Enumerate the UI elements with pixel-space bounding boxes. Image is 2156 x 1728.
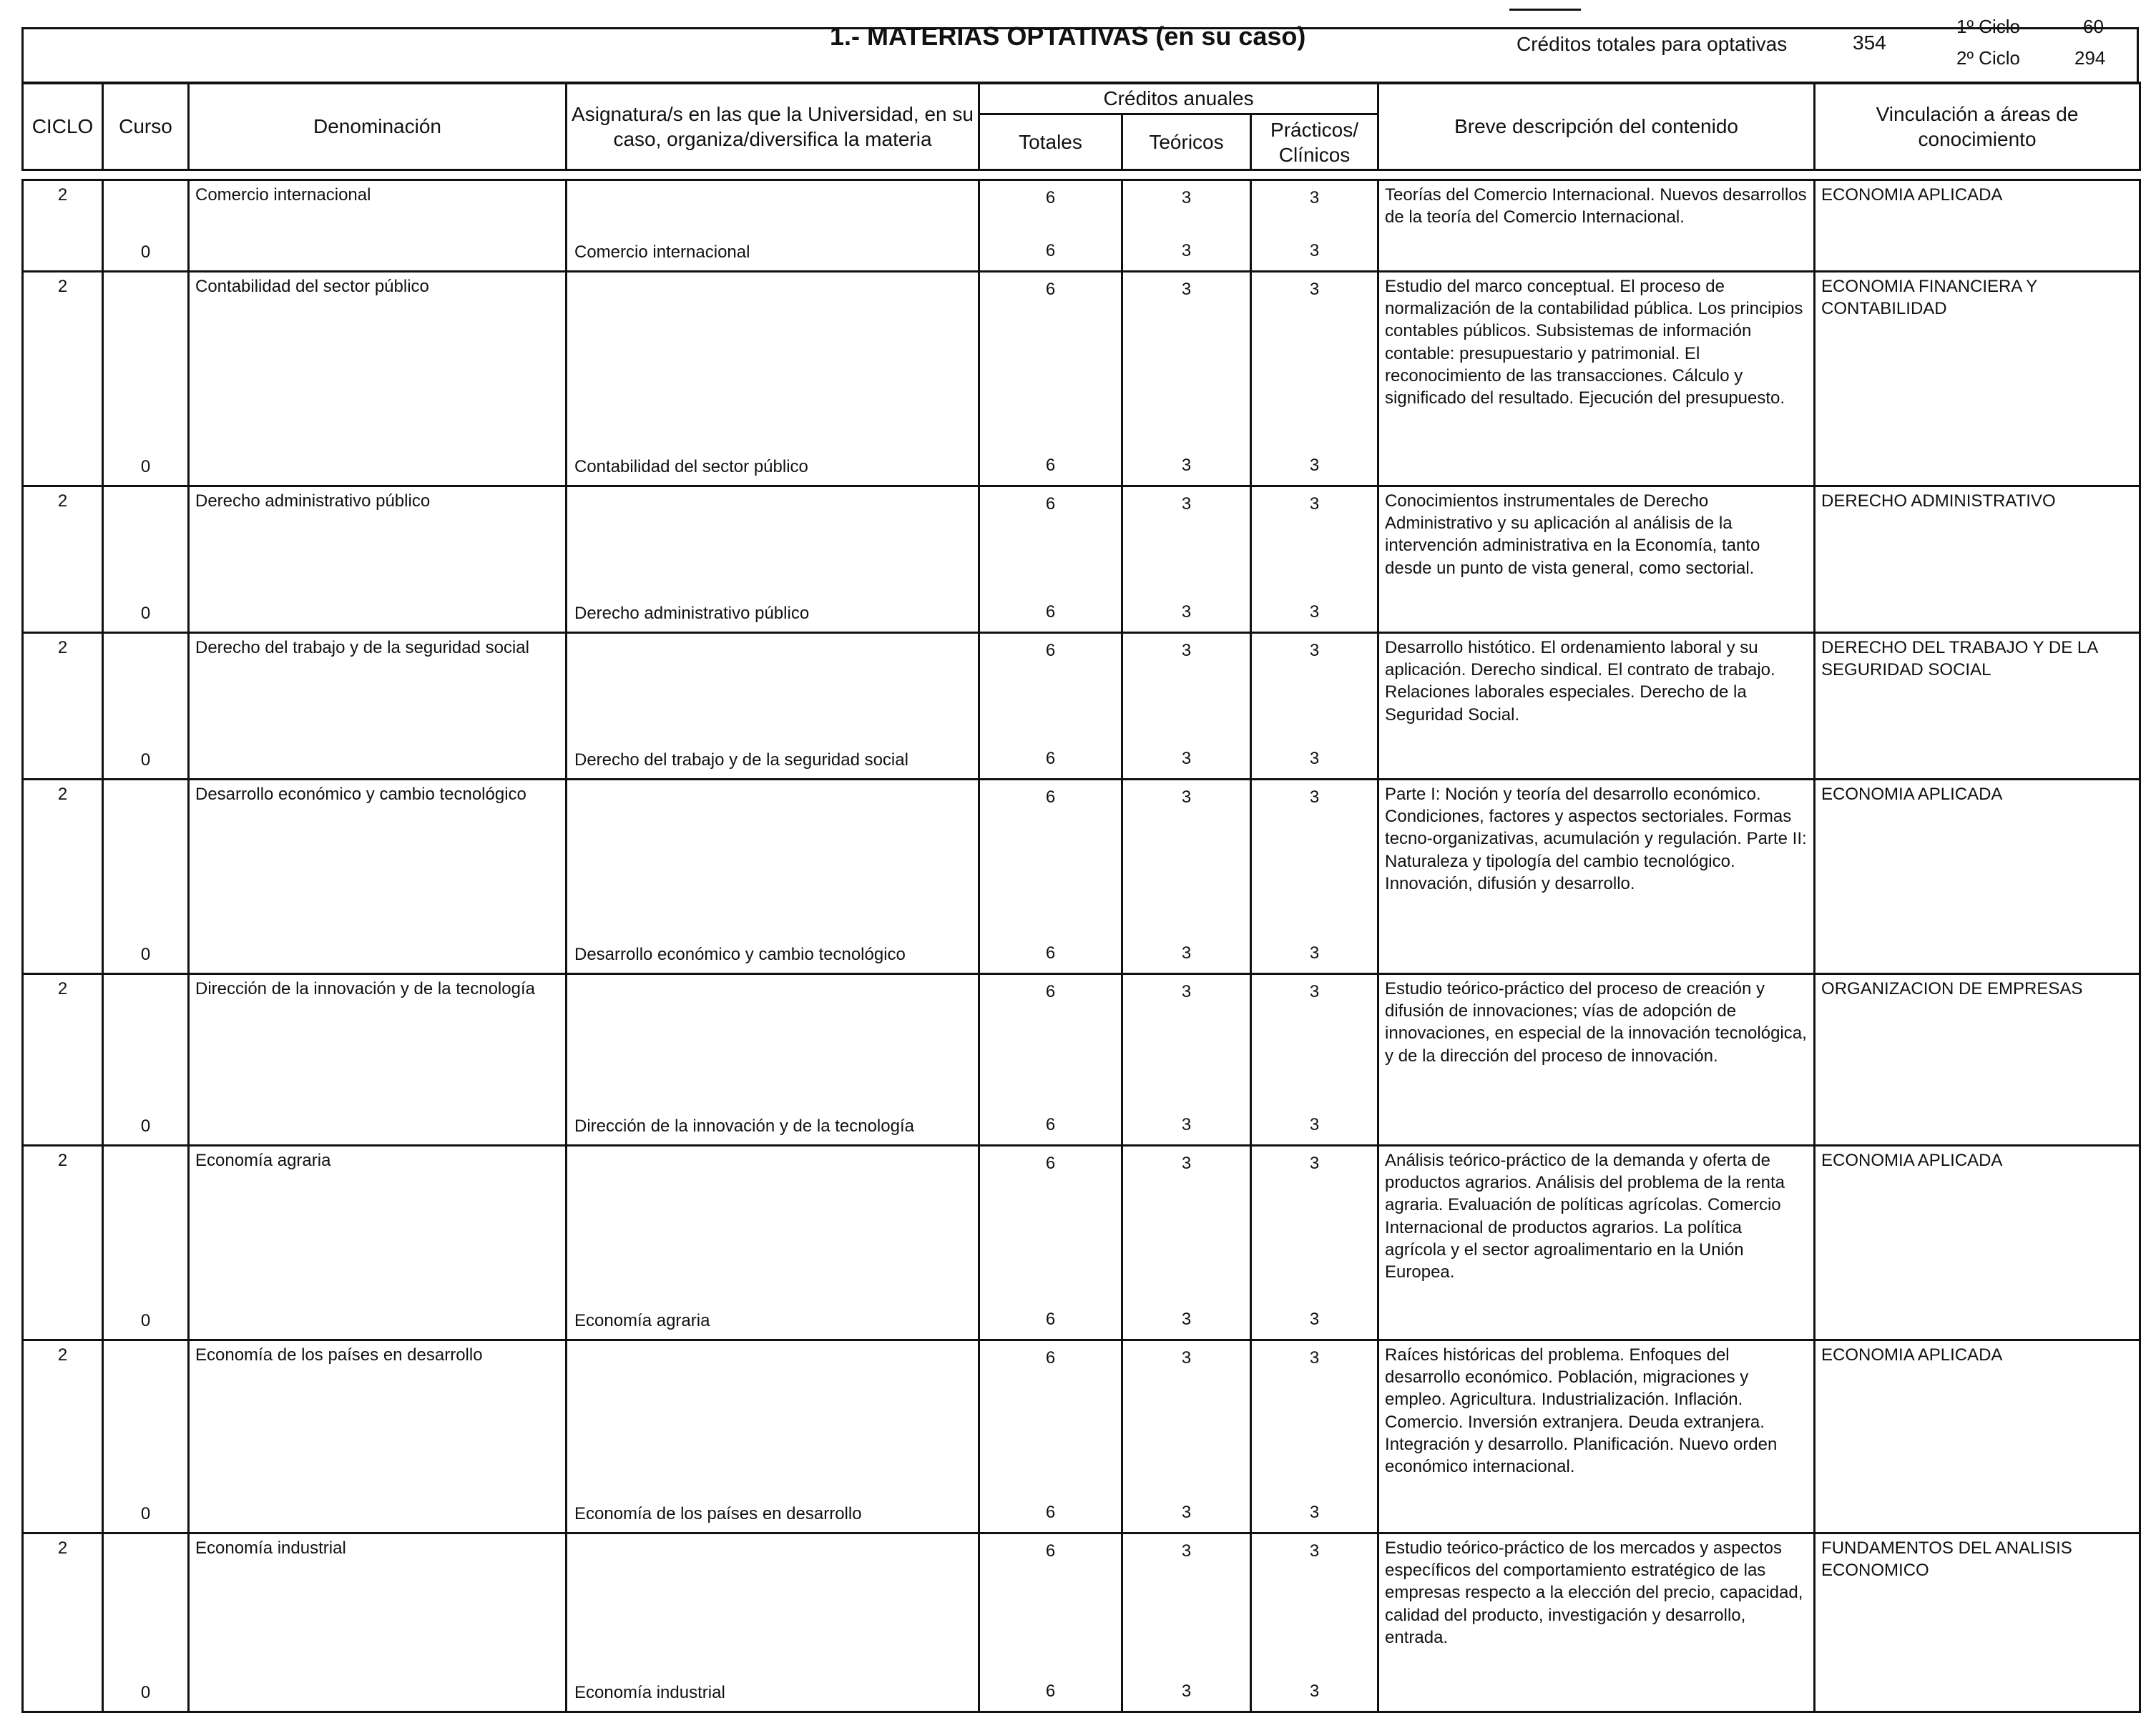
totales-value-2: 6 <box>1045 1681 1056 1701</box>
col-asignaturas: Asignatura/s en las que la Universidad, en su caso, organiza/diversifica la materia <box>567 83 979 170</box>
ciclo-value: 2 <box>57 785 68 804</box>
curso-value: 0 <box>140 1310 151 1330</box>
curso-value: 0 <box>140 750 151 770</box>
practicos-value: 3 <box>1309 188 1320 207</box>
teoricos-value: 3 <box>1181 641 1192 660</box>
teoricos-value: 3 <box>1181 1541 1192 1561</box>
curso-value: 0 <box>140 1116 151 1136</box>
ciclo1-value: 60 <box>2083 16 2104 37</box>
teoricos-value-2: 3 <box>1181 1681 1192 1701</box>
teoricos-value: 3 <box>1181 188 1192 207</box>
practicos-value-2: 3 <box>1309 1681 1320 1701</box>
totales-value-2: 6 <box>1045 943 1056 963</box>
table-row <box>23 1533 2140 1712</box>
teoricos-value: 3 <box>1181 982 1192 1001</box>
totales-value: 6 <box>1045 1154 1056 1173</box>
denominacion-cell: Economía industrial <box>189 1533 567 1712</box>
ciclo2-label: 2º Ciclo <box>1956 47 2020 69</box>
practicos-value-2: 3 <box>1309 748 1320 768</box>
teoricos-value-2: 3 <box>1181 455 1192 475</box>
teoricos-value: 3 <box>1181 1348 1192 1368</box>
practicos-value: 3 <box>1309 1154 1320 1173</box>
table-row <box>23 780 2140 974</box>
curso-value: 0 <box>140 242 151 262</box>
practicos-value-2: 3 <box>1309 1114 1320 1134</box>
col-curso: Curso <box>103 83 189 170</box>
totales-value-2: 6 <box>1045 602 1056 622</box>
table-row <box>23 180 2140 272</box>
curso-value: 0 <box>140 1682 151 1702</box>
ciclo2-value: 294 <box>2074 47 2106 69</box>
curso-value: 0 <box>140 603 151 623</box>
col-descripcion: Breve descripción del contenido <box>1378 83 1815 170</box>
descripcion-cell: Estudio del marco conceptual. El proceso de normalización de la contabilidad pública. Los principios contables públicos. Subsistemas de información contable: presupuestario y patrimonial. El reconocimiento de las transacciones. Cálculo y significado del resultado. Ejecución del presupuesto. <box>1378 272 1815 486</box>
table-row <box>23 1146 2140 1340</box>
practicos-value: 3 <box>1309 1541 1320 1561</box>
teoricos-value-2: 3 <box>1181 943 1192 963</box>
ciclo1-label: 1º Ciclo <box>1956 16 2020 37</box>
ciclo-value: 2 <box>57 1538 68 1558</box>
totales-value: 6 <box>1045 1541 1056 1561</box>
teoricos-value-2: 3 <box>1181 1502 1192 1522</box>
teoricos-value: 3 <box>1181 787 1192 807</box>
asignatura-value: Contabilidad del sector público <box>574 456 808 476</box>
totales-value-2: 6 <box>1045 1309 1056 1329</box>
teoricos-value-2: 3 <box>1181 602 1192 622</box>
teoricos-value: 3 <box>1181 280 1192 299</box>
denominacion-cell: Derecho del trabajo y de la seguridad social <box>189 633 567 780</box>
practicos-value-2: 3 <box>1309 240 1320 260</box>
practicos-value-2: 3 <box>1309 1502 1320 1522</box>
col-totales: Totales <box>979 114 1122 170</box>
descripcion-cell: Desarrollo histótico. El ordenamiento laboral y su aplicación. Derecho sindical. El contrato de trabajo. Relaciones laborales especiales. Derecho de la Seguridad Social. <box>1378 633 1815 780</box>
totales-value: 6 <box>1045 1348 1056 1368</box>
creditos-total: 354 <box>1853 31 1886 54</box>
denominacion-cell: Contabilidad del sector público <box>189 272 567 486</box>
descripcion-cell: Raíces históricas del problema. Enfoques del desarrollo económico. Población, migraciones y empleo. Agricultura. Industrialización. Inflación. Comercio. Inversión extranjera. Deuda extranjera. Integración y desarrollo. Planificación. Nuevo orden económico internacional. <box>1378 1340 1815 1533</box>
descripcion-cell: Estudio teórico-práctico del proceso de creación y difusión de innovaciones; vías de adopción de innovaciones, en especial de la innovación tecnológica, y de la dirección del proceso de innovación. <box>1378 974 1815 1146</box>
descripcion-cell: Estudio teórico-práctico de los mercados y aspectos específicos del comportamiento estratégico de las empresas respecto a la elección del precio, capacidad, calidad del producto, investigación y desarrollo, entrada. <box>1378 1533 1815 1712</box>
practicos-value: 3 <box>1309 641 1320 660</box>
asignatura-value: Economía de los países en desarrollo <box>574 1503 862 1523</box>
denominacion-cell: Economía de los países en desarrollo <box>189 1340 567 1533</box>
table-row <box>23 633 2140 780</box>
teoricos-value-2: 3 <box>1181 240 1192 260</box>
practicos-value-2: 3 <box>1309 1309 1320 1329</box>
teoricos-value: 3 <box>1181 494 1192 514</box>
totales-value: 6 <box>1045 280 1056 299</box>
practicos-value: 3 <box>1309 494 1320 514</box>
totales-value: 6 <box>1045 494 1056 514</box>
ciclo-value: 2 <box>57 1345 68 1365</box>
totales-value: 6 <box>1045 641 1056 660</box>
curso-value: 0 <box>140 944 151 964</box>
curso-value: 0 <box>140 1503 151 1523</box>
practicos-value-2: 3 <box>1309 602 1320 622</box>
teoricos-value: 3 <box>1181 1154 1192 1173</box>
totales-value: 6 <box>1045 787 1056 807</box>
col-vinculacion: Vinculación a áreas de conocimiento <box>1815 83 2140 170</box>
col-teoricos: Teóricos <box>1122 114 1251 170</box>
table-row <box>23 974 2140 1146</box>
descripcion-cell: Análisis teórico-práctico de la demanda y oferta de productos agrarios. Análisis del problema de la renta agraria. Evaluación de políticas agrícolas. Comercio Internacional de productos agrarios. La política agrícola y el sector agroalimentario en la Unión Europea. <box>1378 1146 1815 1340</box>
teoricos-value-2: 3 <box>1181 748 1192 768</box>
denominacion-cell: Economía agraria <box>189 1146 567 1340</box>
area-cell: ECONOMIA APLICADA <box>1815 1340 2140 1533</box>
col-ciclo: CICLO <box>23 83 103 170</box>
materias-table <box>21 82 2141 1713</box>
asignatura-value: Dirección de la innovación y de la tecnología <box>574 1116 914 1136</box>
practicos-value-2: 3 <box>1309 943 1320 963</box>
col-denominacion: Denominación <box>189 83 567 170</box>
practicos-value-2: 3 <box>1309 455 1320 475</box>
denominacion-cell: Desarrollo económico y cambio tecnológico <box>189 780 567 974</box>
totales-value-2: 6 <box>1045 748 1056 768</box>
asignatura-value: Derecho administrativo público <box>574 603 810 623</box>
totales-value-2: 6 <box>1045 1114 1056 1134</box>
area-cell: ORGANIZACION DE EMPRESAS <box>1815 974 2140 1146</box>
totales-value-2: 6 <box>1045 1502 1056 1522</box>
ciclo-value: 2 <box>57 277 68 296</box>
top-rule <box>1509 9 1581 11</box>
asignatura-value: Economía industrial <box>574 1682 725 1702</box>
asignatura-value: Comercio internacional <box>574 242 750 262</box>
page-title: 1.- MATERIAS OPTATIVAS (en su caso) <box>830 21 1306 51</box>
practicos-value: 3 <box>1309 982 1320 1001</box>
denominacion-cell: Dirección de la innovación y de la tecnología <box>189 974 567 1146</box>
totales-value: 6 <box>1045 188 1056 207</box>
creditos-label: Créditos totales para optativas <box>1516 33 1788 55</box>
area-cell: ECONOMIA APLICADA <box>1815 1146 2140 1340</box>
asignatura-value: Economía agraria <box>574 1310 710 1330</box>
practicos-value: 3 <box>1309 280 1320 299</box>
area-cell: ECONOMIA APLICADA <box>1815 780 2140 974</box>
table-row <box>23 272 2140 486</box>
ciclo-value: 2 <box>57 979 68 998</box>
teoricos-value-2: 3 <box>1181 1114 1192 1134</box>
curso-value: 0 <box>140 456 151 476</box>
table-row <box>23 486 2140 633</box>
area-cell: ECONOMIA APLICADA <box>1815 180 2140 272</box>
denominacion-cell: Derecho administrativo público <box>189 486 567 633</box>
descripcion-cell: Parte I: Noción y teoría del desarrollo económico. Condiciones, factores y aspectos sectoriales. Formas tecno-organizativas, acumulación y regulación. Parte II: Naturaleza y tipología del cambio tecnológico. Innovación, difusión y desarrollo. <box>1378 780 1815 974</box>
ciclo-value: 2 <box>57 638 68 657</box>
practicos-value: 3 <box>1309 787 1320 807</box>
descripcion-cell: Conocimientos instrumentales de Derecho Administrativo y su aplicación al análisis de la intervención administrativa en la Economía, tanto desde un punto de vista general, como sectorial. <box>1378 486 1815 633</box>
ciclo-value: 2 <box>57 1151 68 1170</box>
col-practicos: Prácticos/ Clínicos <box>1251 114 1378 170</box>
practicos-value: 3 <box>1309 1348 1320 1368</box>
area-cell: DERECHO ADMINISTRATIVO <box>1815 486 2140 633</box>
totales-value-2: 6 <box>1045 240 1056 260</box>
table-row <box>23 1340 2140 1533</box>
teoricos-value-2: 3 <box>1181 1309 1192 1329</box>
ciclo-value: 2 <box>57 185 68 205</box>
col-creditos-anuales: Créditos anuales <box>979 83 1378 114</box>
area-cell: ECONOMIA FINANCIERA Y CONTABILIDAD <box>1815 272 2140 486</box>
totales-value: 6 <box>1045 982 1056 1001</box>
asignatura-value: Derecho del trabajo y de la seguridad social <box>574 750 908 770</box>
descripcion-cell: Teorías del Comercio Internacional. Nuevos desarrollos de la teoría del Comercio Internacional. <box>1378 180 1815 272</box>
asignatura-value: Desarrollo económico y cambio tecnológico <box>574 944 906 964</box>
ciclo-value: 2 <box>57 491 68 511</box>
area-cell: FUNDAMENTOS DEL ANALISIS ECONOMICO <box>1815 1533 2140 1712</box>
area-cell: DERECHO DEL TRABAJO Y DE LA SEGURIDAD SOCIAL <box>1815 633 2140 780</box>
totales-value-2: 6 <box>1045 455 1056 475</box>
denominacion-cell: Comercio internacional <box>189 180 567 272</box>
